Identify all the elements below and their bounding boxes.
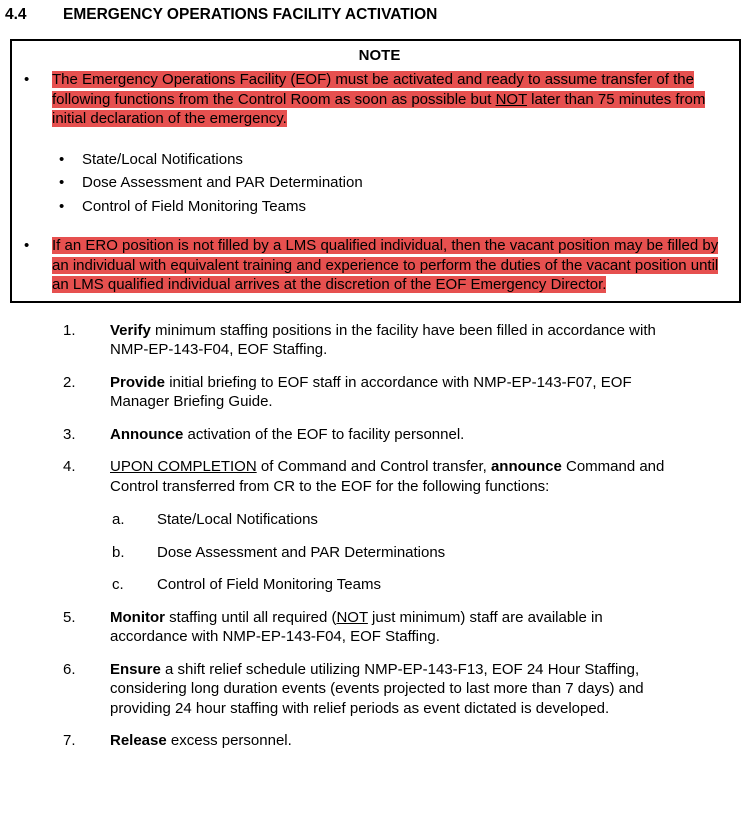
note-sub-bullet	[59, 197, 735, 217]
step-body-text: excess personnel.	[166, 732, 292, 749]
step-underlined-lead: UPON COMPLETION	[110, 458, 257, 475]
step-paragraph	[110, 457, 680, 496]
step-number: 3.	[63, 425, 76, 443]
step-body-text: activation of the EOF to facility personnel.	[183, 425, 465, 443]
step-text	[110, 608, 680, 647]
step-action-word: announce	[490, 458, 562, 475]
substep-letter: c.	[112, 576, 124, 593]
step-item-1	[63, 321, 750, 360]
step-item-7	[63, 731, 750, 751]
note-sub-bullet	[59, 150, 735, 170]
step-number: 7.	[63, 732, 76, 749]
substep-item-c	[112, 575, 680, 595]
step-action-word: Provide	[110, 373, 166, 391]
step-item-4	[63, 457, 750, 595]
step-item-5	[63, 608, 750, 647]
substep-text: Control of Field Monitoring Teams	[157, 576, 381, 593]
step-item-3	[63, 425, 750, 445]
step-text	[110, 457, 680, 595]
highlighted-text: later than 75 minutes from initial declaration of the emergency.	[52, 90, 706, 127]
note-bullet-1	[24, 70, 735, 129]
step-action-word: Ensure	[110, 660, 161, 678]
substep-letter: a.	[112, 511, 125, 528]
substep-text: State/Local Notifications	[157, 511, 318, 528]
highlighted-underlined-text: NOT	[495, 90, 527, 108]
note-sub-bullet	[59, 173, 735, 193]
step-body-text: staffing until all required (	[164, 608, 337, 626]
underlined-word: NOT	[336, 608, 368, 626]
step-action-word: Monitor	[110, 608, 165, 626]
step-number: 1.	[63, 321, 76, 339]
section-heading	[0, 0, 750, 25]
step-body-text: of Command and Control transfer,	[256, 458, 491, 475]
step-text	[110, 731, 680, 751]
bullet-icon: •	[59, 174, 65, 191]
substep-text: Dose Assessment and PAR Determinations	[157, 543, 446, 561]
step-item-2	[63, 373, 750, 412]
step-text	[110, 660, 680, 719]
step-number: 6.	[63, 660, 76, 678]
note-bullet-2	[24, 236, 735, 295]
note-box	[10, 39, 741, 303]
step-text	[110, 373, 680, 412]
substep-letter: b.	[112, 543, 125, 561]
step-text	[110, 321, 680, 360]
step-number: 2.	[63, 373, 76, 391]
note-sub-bullet-text: Dose Assessment and PAR Determination	[82, 174, 363, 191]
step-action-word: Verify	[110, 321, 151, 339]
procedure-step-list	[63, 321, 750, 751]
step-number: 5.	[63, 608, 76, 626]
page-title: EMERGENCY OPERATIONS FACILITY ACTIVATION	[63, 6, 438, 23]
substep-item-b	[112, 543, 680, 563]
substep-item-a	[112, 510, 680, 530]
bullet-icon: •	[59, 197, 65, 215]
step-item-6	[63, 660, 750, 719]
note-sub-bullet-text: State/Local Notifications	[82, 150, 243, 168]
step-body-text: a shift relief schedule utilizing NMP-EP-143-F13, EOF 24 Hour Staffing, considering long duration events (events projected to last more than 7 days) and providing 24 hour staffing with relief periods as event dictated is developed.	[110, 660, 644, 717]
note-title: NOTE	[358, 46, 401, 64]
step-text	[110, 425, 680, 445]
highlighted-text: If an ERO position is not filled by a LMS qualified individual, then the vacant position may be filled by an individual with equivalent training and experience to perform the duties of the vacant position until an LMS qualified individual arrives at the discretion of the EOF Emergency Director.	[52, 237, 719, 293]
note-sub-bullet-text: Control of Field Monitoring Teams	[82, 197, 306, 215]
step-number: 4.	[63, 458, 76, 475]
note-bullet-2-text	[52, 236, 735, 295]
bullet-icon: •	[24, 71, 30, 88]
step-body-text: initial briefing to EOF staff in accordance with NMP-EP-143-F07, EOF Manager Briefing Guide.	[110, 373, 632, 410]
step-action-word: Release	[110, 732, 167, 749]
bullet-icon: •	[59, 150, 65, 168]
step-body-text: minimum staffing positions in the facility have been filled in accordance with NMP-EP-143-F04, EOF Staffing.	[110, 321, 656, 358]
note-sub-bullet-list	[59, 150, 735, 217]
step-body-text: Command and Control transferred from CR to the EOF for the following functions:	[110, 458, 665, 495]
step-action-word: Announce	[110, 425, 184, 443]
section-number: 4.4	[5, 6, 27, 23]
step-body-text: just minimum) staff are available in accordance with NMP-EP-143-F04, EOF Staffing.	[110, 608, 603, 645]
note-bullet-1-text	[52, 70, 735, 129]
substep-list	[112, 510, 680, 595]
highlighted-text: The Emergency Operations Facility (EOF) must be activated and ready to assume transfer of the following functions from the Control Room as soon as possible but	[52, 71, 694, 108]
bullet-icon: •	[24, 237, 30, 254]
